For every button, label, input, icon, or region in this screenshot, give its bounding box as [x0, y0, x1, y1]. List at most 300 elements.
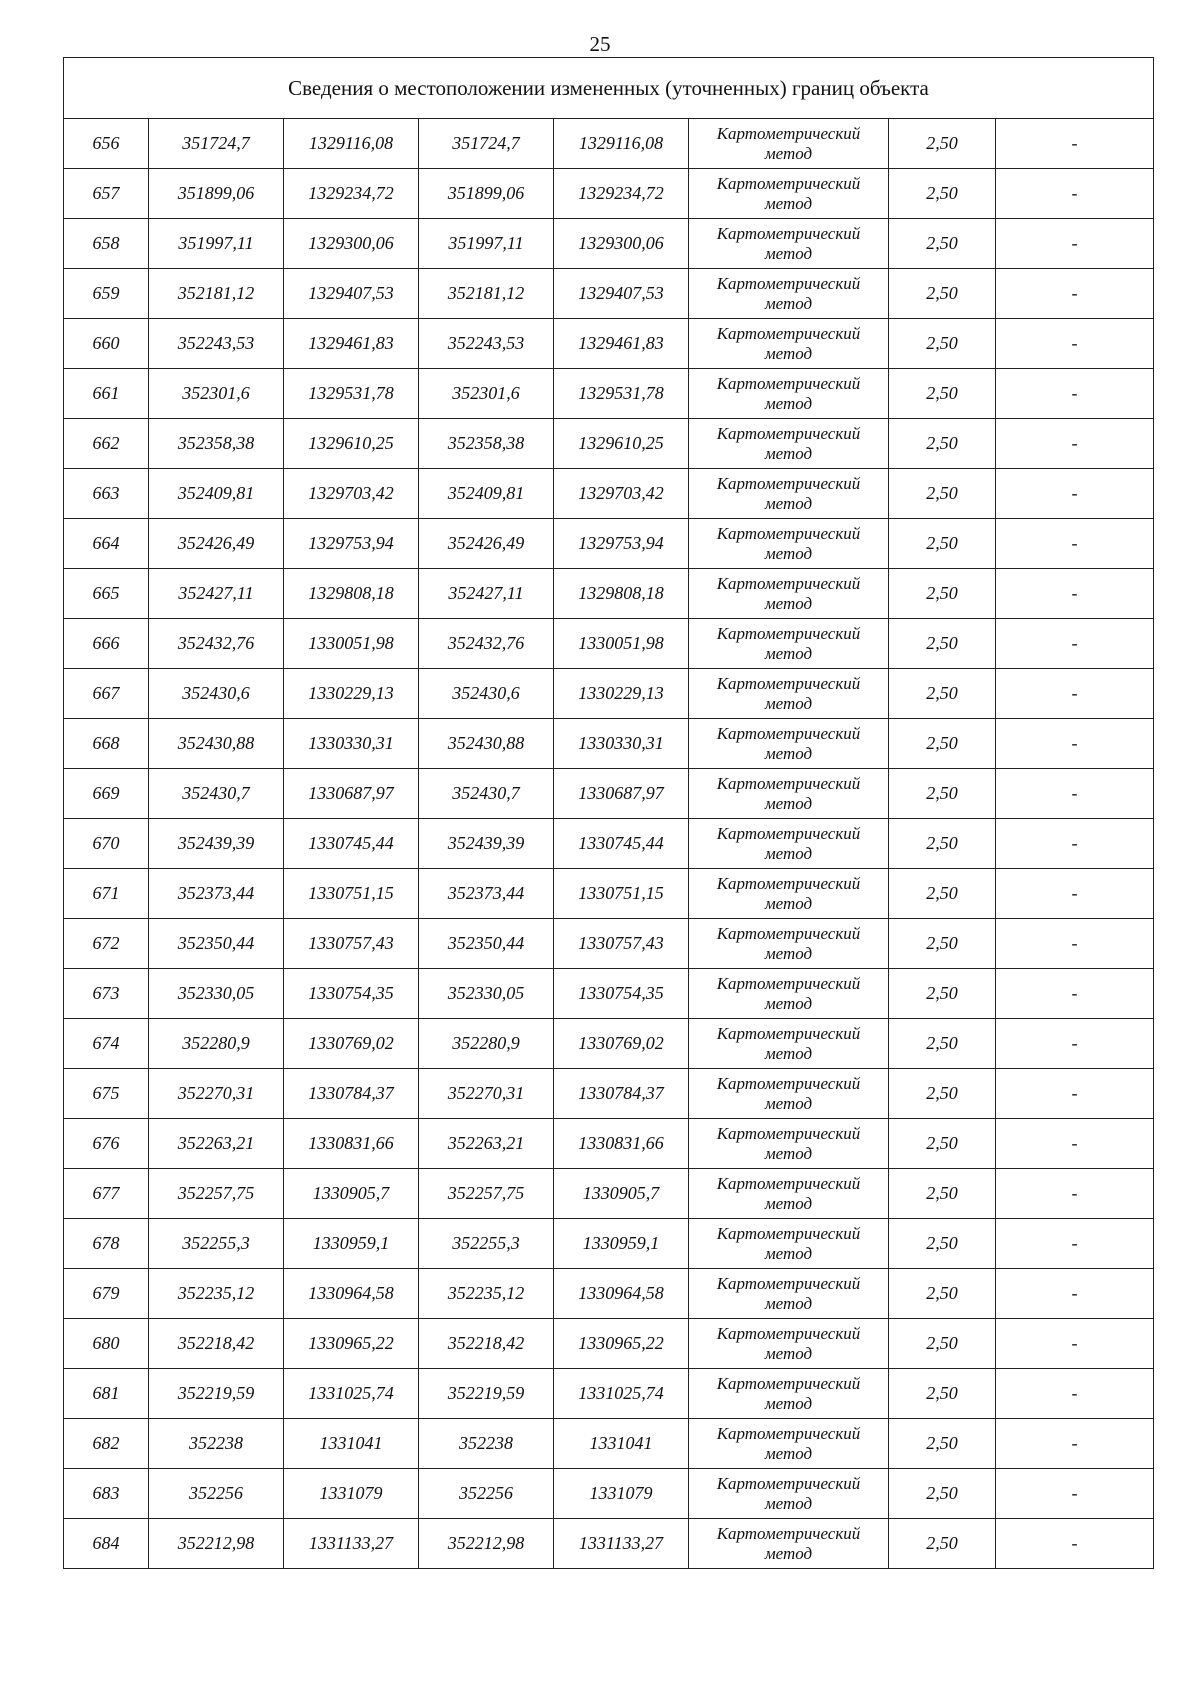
description-cell: - [996, 669, 1154, 719]
method-cell [689, 819, 889, 869]
new-y-cell: 1331133,27 [554, 1519, 689, 1569]
method-line2: метод [764, 1143, 813, 1163]
existing-y-cell: 1329703,42 [284, 469, 419, 519]
description-cell: - [996, 969, 1154, 1019]
existing-x-cell: 352218,42 [149, 1319, 284, 1369]
method-line2: метод [764, 1443, 813, 1463]
method-line2: метод [764, 1393, 813, 1413]
point-number-cell: 682 [64, 1419, 149, 1469]
point-number-cell: 670 [64, 819, 149, 869]
existing-x-cell: 352238 [149, 1419, 284, 1469]
description-cell: - [996, 619, 1154, 669]
existing-y-cell: 1330687,97 [284, 769, 419, 819]
existing-x-cell: 352409,81 [149, 469, 284, 519]
new-y-cell: 1330959,1 [554, 1219, 689, 1269]
existing-x-cell: 352330,05 [149, 969, 284, 1019]
table-row [64, 319, 1154, 369]
method-line2: метод [764, 993, 813, 1013]
new-x-cell: 351724,7 [419, 119, 554, 169]
existing-x-cell: 352256 [149, 1469, 284, 1519]
point-number-cell: 667 [64, 669, 149, 719]
accuracy-cell: 2,50 [889, 669, 996, 719]
method-line1: Картометрический [716, 473, 861, 493]
new-y-cell: 1330769,02 [554, 1019, 689, 1069]
method-cell [689, 1319, 889, 1369]
new-y-cell: 1331079 [554, 1469, 689, 1519]
description-cell: - [996, 1319, 1154, 1369]
new-y-cell: 1330757,43 [554, 919, 689, 969]
existing-x-cell: 352358,38 [149, 419, 284, 469]
existing-x-cell: 352373,44 [149, 869, 284, 919]
method-line1: Картометрический [716, 1073, 861, 1093]
method-cell [689, 969, 889, 1019]
existing-y-cell: 1330751,15 [284, 869, 419, 919]
table-row [64, 419, 1154, 469]
existing-x-cell: 352243,53 [149, 319, 284, 369]
accuracy-cell: 2,50 [889, 519, 996, 569]
accuracy-cell: 2,50 [889, 1219, 996, 1269]
new-x-cell: 352280,9 [419, 1019, 554, 1069]
point-number-cell: 673 [64, 969, 149, 1019]
existing-y-cell: 1330784,37 [284, 1069, 419, 1119]
accuracy-cell: 2,50 [889, 369, 996, 419]
table-row [64, 219, 1154, 269]
existing-y-cell: 1330745,44 [284, 819, 419, 869]
new-x-cell: 352219,59 [419, 1369, 554, 1419]
method-line2: метод [764, 143, 813, 163]
description-cell: - [996, 269, 1154, 319]
method-cell [689, 1469, 889, 1519]
method-cell [689, 719, 889, 769]
new-x-cell: 352430,6 [419, 669, 554, 719]
method-line2: метод [764, 693, 813, 713]
method-cell [689, 1069, 889, 1119]
point-number-cell: 660 [64, 319, 149, 369]
new-x-cell: 352427,11 [419, 569, 554, 619]
method-line2: метод [764, 243, 813, 263]
method-line2: метод [764, 743, 813, 763]
existing-y-cell: 1329610,25 [284, 419, 419, 469]
method-line1: Картометрический [716, 423, 861, 443]
point-number-cell: 677 [64, 1169, 149, 1219]
existing-y-cell: 1329753,94 [284, 519, 419, 569]
method-cell [689, 1269, 889, 1319]
new-x-cell: 351899,06 [419, 169, 554, 219]
point-number-cell: 674 [64, 1019, 149, 1069]
existing-y-cell: 1330757,43 [284, 919, 419, 969]
accuracy-cell: 2,50 [889, 419, 996, 469]
existing-x-cell: 352439,39 [149, 819, 284, 869]
method-line1: Картометрический [716, 1273, 861, 1293]
description-cell: - [996, 1169, 1154, 1219]
existing-x-cell: 352430,6 [149, 669, 284, 719]
description-cell: - [996, 1119, 1154, 1169]
table-row [64, 1269, 1154, 1319]
description-cell: - [996, 519, 1154, 569]
method-line1: Картометрический [716, 1223, 861, 1243]
description-cell: - [996, 769, 1154, 819]
method-line2: метод [764, 193, 813, 213]
table-row [64, 769, 1154, 819]
point-number-cell: 678 [64, 1219, 149, 1269]
method-line2: метод [764, 1093, 813, 1113]
point-number-cell: 662 [64, 419, 149, 469]
table-title: Сведения о местоположении измененных (уточненных) границ объекта [64, 58, 1154, 119]
table-row [64, 919, 1154, 969]
table-row [64, 1369, 1154, 1419]
table-row [64, 169, 1154, 219]
new-y-cell: 1330687,97 [554, 769, 689, 819]
existing-x-cell: 352212,98 [149, 1519, 284, 1569]
table-row [64, 1169, 1154, 1219]
table-row [64, 369, 1154, 419]
new-x-cell: 352373,44 [419, 869, 554, 919]
accuracy-cell: 2,50 [889, 819, 996, 869]
description-cell: - [996, 1519, 1154, 1569]
point-number-cell: 679 [64, 1269, 149, 1319]
method-line2: метод [764, 443, 813, 463]
new-y-cell: 1330784,37 [554, 1069, 689, 1119]
new-y-cell: 1329300,06 [554, 219, 689, 269]
table-row [64, 1069, 1154, 1119]
accuracy-cell: 2,50 [889, 119, 996, 169]
new-x-cell: 352409,81 [419, 469, 554, 519]
table-row [64, 1219, 1154, 1269]
new-y-cell: 1330964,58 [554, 1269, 689, 1319]
existing-y-cell: 1331041 [284, 1419, 419, 1469]
table-row [64, 1419, 1154, 1469]
method-line1: Картометрический [716, 623, 861, 643]
method-line2: метод [764, 493, 813, 513]
new-x-cell: 352238 [419, 1419, 554, 1469]
method-line2: метод [764, 393, 813, 413]
new-y-cell: 1329407,53 [554, 269, 689, 319]
table-row [64, 669, 1154, 719]
new-x-cell: 352255,3 [419, 1219, 554, 1269]
new-x-cell: 352263,21 [419, 1119, 554, 1169]
point-number-cell: 669 [64, 769, 149, 819]
method-line2: метод [764, 943, 813, 963]
method-cell [689, 1169, 889, 1219]
new-x-cell: 351997,11 [419, 219, 554, 269]
accuracy-cell: 2,50 [889, 919, 996, 969]
method-line1: Картометрический [716, 273, 861, 293]
point-number-cell: 661 [64, 369, 149, 419]
existing-y-cell: 1329531,78 [284, 369, 419, 419]
point-number-cell: 659 [64, 269, 149, 319]
table-row [64, 519, 1154, 569]
existing-y-cell: 1329407,53 [284, 269, 419, 319]
new-y-cell: 1329610,25 [554, 419, 689, 469]
table-row [64, 719, 1154, 769]
method-line1: Картометрический [716, 973, 861, 993]
existing-x-cell: 352219,59 [149, 1369, 284, 1419]
new-y-cell: 1329753,94 [554, 519, 689, 569]
existing-y-cell: 1329461,83 [284, 319, 419, 369]
method-line2: метод [764, 843, 813, 863]
method-line1: Картометрический [716, 1173, 861, 1193]
new-x-cell: 352330,05 [419, 969, 554, 1019]
description-cell: - [996, 1419, 1154, 1469]
method-line2: метод [764, 1243, 813, 1263]
new-y-cell: 1329703,42 [554, 469, 689, 519]
new-y-cell: 1330330,31 [554, 719, 689, 769]
method-line1: Картометрический [716, 223, 861, 243]
table-row [64, 1469, 1154, 1519]
table-row [64, 1319, 1154, 1369]
point-number-cell: 671 [64, 869, 149, 919]
method-cell [689, 1419, 889, 1469]
accuracy-cell: 2,50 [889, 1319, 996, 1369]
point-number-cell: 684 [64, 1519, 149, 1569]
existing-y-cell: 1330229,13 [284, 669, 419, 719]
accuracy-cell: 2,50 [889, 1069, 996, 1119]
table-title-row [64, 58, 1154, 119]
description-cell: - [996, 369, 1154, 419]
method-cell [689, 769, 889, 819]
existing-x-cell: 352257,75 [149, 1169, 284, 1219]
method-line2: метод [764, 1493, 813, 1513]
accuracy-cell: 2,50 [889, 869, 996, 919]
point-number-cell: 672 [64, 919, 149, 969]
description-cell: - [996, 469, 1154, 519]
description-cell: - [996, 719, 1154, 769]
method-line2: метод [764, 1343, 813, 1363]
method-line1: Картометрический [716, 1123, 861, 1143]
method-cell [689, 469, 889, 519]
point-number-cell: 656 [64, 119, 149, 169]
existing-x-cell: 352263,21 [149, 1119, 284, 1169]
existing-y-cell: 1329234,72 [284, 169, 419, 219]
table-row [64, 469, 1154, 519]
existing-x-cell: 352255,3 [149, 1219, 284, 1269]
new-y-cell: 1329461,83 [554, 319, 689, 369]
description-cell: - [996, 569, 1154, 619]
accuracy-cell: 2,50 [889, 469, 996, 519]
method-line1: Картометрический [716, 773, 861, 793]
new-y-cell: 1330751,15 [554, 869, 689, 919]
method-line1: Картометрический [716, 1473, 861, 1493]
method-cell [689, 1219, 889, 1269]
accuracy-cell: 2,50 [889, 969, 996, 1019]
existing-y-cell: 1330051,98 [284, 619, 419, 669]
new-x-cell: 352181,12 [419, 269, 554, 319]
description-cell: - [996, 869, 1154, 919]
existing-x-cell: 352430,7 [149, 769, 284, 819]
existing-y-cell: 1329300,06 [284, 219, 419, 269]
method-line1: Картометрический [716, 1523, 861, 1543]
method-cell [689, 1019, 889, 1069]
method-line1: Картометрический [716, 123, 861, 143]
description-cell: - [996, 819, 1154, 869]
method-line1: Картометрический [716, 1423, 861, 1443]
new-y-cell: 1330051,98 [554, 619, 689, 669]
method-line1: Картометрический [716, 823, 861, 843]
method-line2: метод [764, 293, 813, 313]
method-line2: метод [764, 1293, 813, 1313]
new-y-cell: 1331041 [554, 1419, 689, 1469]
existing-y-cell: 1330959,1 [284, 1219, 419, 1269]
existing-x-cell: 352350,44 [149, 919, 284, 969]
point-number-cell: 676 [64, 1119, 149, 1169]
method-line1: Картометрический [716, 523, 861, 543]
point-number-cell: 665 [64, 569, 149, 619]
accuracy-cell: 2,50 [889, 1269, 996, 1319]
method-cell [689, 119, 889, 169]
table-row [64, 819, 1154, 869]
existing-y-cell: 1330754,35 [284, 969, 419, 1019]
method-line2: метод [764, 343, 813, 363]
existing-x-cell: 352426,49 [149, 519, 284, 569]
new-x-cell: 352256 [419, 1469, 554, 1519]
table-row [64, 269, 1154, 319]
boundary-coordinates-table [63, 57, 1154, 1569]
method-cell [689, 1519, 889, 1569]
method-cell [689, 1369, 889, 1419]
method-cell [689, 1119, 889, 1169]
existing-y-cell: 1330831,66 [284, 1119, 419, 1169]
new-y-cell: 1330905,7 [554, 1169, 689, 1219]
method-cell [689, 419, 889, 469]
accuracy-cell: 2,50 [889, 769, 996, 819]
existing-x-cell: 352270,31 [149, 1069, 284, 1119]
new-y-cell: 1330745,44 [554, 819, 689, 869]
method-line1: Картометрический [716, 1373, 861, 1393]
new-x-cell: 352218,42 [419, 1319, 554, 1369]
existing-x-cell: 352430,88 [149, 719, 284, 769]
point-number-cell: 680 [64, 1319, 149, 1369]
accuracy-cell: 2,50 [889, 619, 996, 669]
method-line1: Картометрический [716, 723, 861, 743]
description-cell: - [996, 169, 1154, 219]
new-y-cell: 1330831,66 [554, 1119, 689, 1169]
new-y-cell: 1329531,78 [554, 369, 689, 419]
accuracy-cell: 2,50 [889, 1119, 996, 1169]
accuracy-cell: 2,50 [889, 1469, 996, 1519]
accuracy-cell: 2,50 [889, 1169, 996, 1219]
method-line2: метод [764, 793, 813, 813]
accuracy-cell: 2,50 [889, 1019, 996, 1069]
accuracy-cell: 2,50 [889, 1519, 996, 1569]
accuracy-cell: 2,50 [889, 169, 996, 219]
new-x-cell: 352426,49 [419, 519, 554, 569]
existing-x-cell: 352301,6 [149, 369, 284, 419]
method-line1: Картометрический [716, 173, 861, 193]
new-y-cell: 1329116,08 [554, 119, 689, 169]
existing-y-cell: 1331079 [284, 1469, 419, 1519]
table-row [64, 1019, 1154, 1069]
point-number-cell: 658 [64, 219, 149, 269]
new-y-cell: 1329234,72 [554, 169, 689, 219]
table-row [64, 1119, 1154, 1169]
new-x-cell: 352432,76 [419, 619, 554, 669]
method-line1: Картометрический [716, 573, 861, 593]
accuracy-cell: 2,50 [889, 319, 996, 369]
method-line2: метод [764, 1043, 813, 1063]
method-line2: метод [764, 543, 813, 563]
accuracy-cell: 2,50 [889, 1419, 996, 1469]
description-cell: - [996, 1469, 1154, 1519]
accuracy-cell: 2,50 [889, 719, 996, 769]
table-row [64, 1519, 1154, 1569]
method-line1: Картометрический [716, 673, 861, 693]
accuracy-cell: 2,50 [889, 1369, 996, 1419]
method-line1: Картометрический [716, 323, 861, 343]
new-y-cell: 1330754,35 [554, 969, 689, 1019]
new-x-cell: 352439,39 [419, 819, 554, 869]
new-x-cell: 352257,75 [419, 1169, 554, 1219]
point-number-cell: 666 [64, 619, 149, 669]
new-x-cell: 352243,53 [419, 319, 554, 369]
new-x-cell: 352350,44 [419, 919, 554, 969]
existing-x-cell: 351724,7 [149, 119, 284, 169]
existing-y-cell: 1331133,27 [284, 1519, 419, 1569]
method-cell [689, 669, 889, 719]
accuracy-cell: 2,50 [889, 569, 996, 619]
method-cell [689, 619, 889, 669]
existing-x-cell: 352427,11 [149, 569, 284, 619]
new-x-cell: 352270,31 [419, 1069, 554, 1119]
table-row [64, 569, 1154, 619]
point-number-cell: 675 [64, 1069, 149, 1119]
existing-x-cell: 352432,76 [149, 619, 284, 669]
method-cell [689, 869, 889, 919]
existing-x-cell: 352235,12 [149, 1269, 284, 1319]
description-cell: - [996, 919, 1154, 969]
existing-x-cell: 351899,06 [149, 169, 284, 219]
description-cell: - [996, 219, 1154, 269]
new-x-cell: 352430,7 [419, 769, 554, 819]
description-cell: - [996, 119, 1154, 169]
table-row [64, 869, 1154, 919]
method-cell [689, 519, 889, 569]
point-number-cell: 663 [64, 469, 149, 519]
new-x-cell: 352212,98 [419, 1519, 554, 1569]
point-number-cell: 668 [64, 719, 149, 769]
existing-y-cell: 1329808,18 [284, 569, 419, 619]
description-cell: - [996, 1219, 1154, 1269]
method-cell [689, 269, 889, 319]
existing-y-cell: 1329116,08 [284, 119, 419, 169]
method-line2: метод [764, 593, 813, 613]
description-cell: - [996, 419, 1154, 469]
description-cell: - [996, 1369, 1154, 1419]
existing-y-cell: 1331025,74 [284, 1369, 419, 1419]
method-cell [689, 919, 889, 969]
new-x-cell: 352301,6 [419, 369, 554, 419]
description-cell: - [996, 1069, 1154, 1119]
existing-x-cell: 352181,12 [149, 269, 284, 319]
method-line2: метод [764, 893, 813, 913]
description-cell: - [996, 1019, 1154, 1069]
existing-y-cell: 1330964,58 [284, 1269, 419, 1319]
accuracy-cell: 2,50 [889, 269, 996, 319]
new-y-cell: 1330229,13 [554, 669, 689, 719]
point-number-cell: 681 [64, 1369, 149, 1419]
existing-y-cell: 1330769,02 [284, 1019, 419, 1069]
method-cell [689, 319, 889, 369]
table-row [64, 119, 1154, 169]
method-cell [689, 169, 889, 219]
accuracy-cell: 2,50 [889, 219, 996, 269]
existing-x-cell: 352280,9 [149, 1019, 284, 1069]
new-y-cell: 1329808,18 [554, 569, 689, 619]
table-row [64, 619, 1154, 669]
point-number-cell: 657 [64, 169, 149, 219]
method-line2: метод [764, 1193, 813, 1213]
method-line1: Картометрический [716, 373, 861, 393]
method-line2: метод [764, 643, 813, 663]
